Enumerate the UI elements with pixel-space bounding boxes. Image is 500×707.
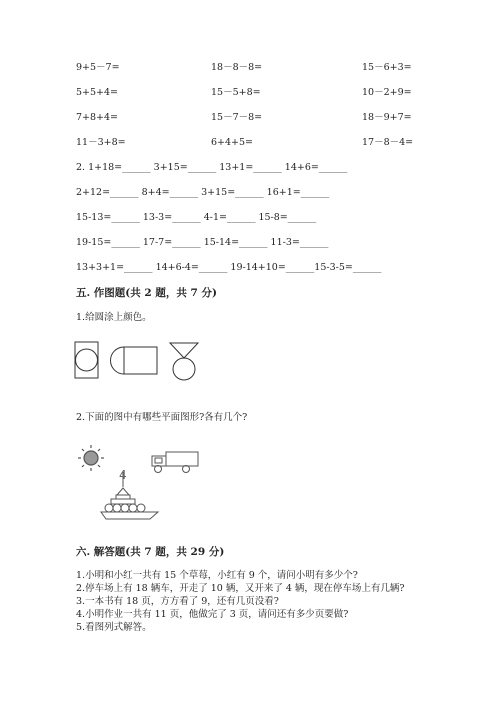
- section6-q5: 5.看图列式解答。: [76, 622, 152, 633]
- section5-q1: 1.给圆涂上颜色。: [76, 312, 152, 323]
- section6-heading: 六. 解答题(共 7 题，共 29 分): [76, 546, 225, 558]
- arith-r2-c1: 15－7－8=: [211, 112, 263, 123]
- circle-medal: [173, 358, 195, 380]
- truck-wheel-front: [155, 466, 162, 473]
- section6-q2: 2.停车场上有 18 辆车，开走了 10 辆，又开来了 4 辆，现在停车场上有几辆?: [76, 583, 405, 594]
- flag-digit: 4: [119, 468, 127, 482]
- truck-wheel-rear: [183, 466, 190, 473]
- tower-rect-1: [116, 495, 130, 499]
- shapes-figure-2: [70, 442, 210, 524]
- section5-heading: 五. 作图题(共 2 题，共 7 分): [76, 287, 217, 299]
- blank-row-2: 15-13=______ 13-3=______ 4-1=______ 15-8=______: [76, 212, 317, 223]
- arith-r3-c2: 17－8－4=: [362, 137, 414, 148]
- section6-q1: 1.小明和小红一共有 15 个草莓，小红有 9 个，请问小明有多少个?: [76, 570, 358, 581]
- arith-r1-c0: 5+5+4=: [76, 87, 119, 98]
- blank-row-3: 19-15=______ 17-7=______ 15-14=______ 11-3=______: [76, 237, 329, 248]
- section5-q2: 2.下面的图中有哪些平面图形?各有几个?: [76, 412, 248, 423]
- triangle-shape: [170, 343, 198, 358]
- truck-window: [155, 458, 162, 463]
- blank-row-4: 13+3+1=______ 14+6-4=______ 19-14+10=______15-3-5=______: [76, 262, 382, 273]
- sun-shape: [84, 451, 98, 465]
- arith-r2-c0: 7+8+4=: [76, 112, 119, 123]
- arith-r2-c2: 18－9+7=: [362, 112, 412, 123]
- arith-r1-c2: 10－2+9=: [362, 87, 412, 98]
- arith-r3-c0: 11－3+8=: [76, 137, 126, 148]
- semicircle-shape: [111, 347, 125, 374]
- section6-q4: 4.小明作业一共有 11 页，他做完了 3 页，请问还有多少页要做?: [76, 609, 349, 620]
- arith-r0-c0: 9+5－7=: [76, 62, 120, 73]
- square-shape: [75, 342, 98, 378]
- blank-row-1: 2+12=______ 8+4=______ 3+15=______ 16+1=______: [76, 187, 330, 198]
- arith-r0-c1: 18－8－8=: [211, 62, 263, 73]
- rectangle-shape: [124, 347, 157, 374]
- section6-q3: 3.一本书有 18 页，方方看了 9，还有几页没看?: [76, 596, 279, 607]
- arith-r0-c2: 15－6+3=: [362, 62, 412, 73]
- blank-row-0: 2. 1+18=______ 3+15=______ 13+1=______ 14+6=______: [76, 162, 348, 173]
- circle-in-square: [76, 349, 98, 371]
- boat-trapezoid: [101, 512, 158, 519]
- arith-r3-c1: 6+4+5=: [211, 137, 254, 148]
- arith-r1-c1: 15－5+8=: [211, 87, 261, 98]
- truck-cargo: [166, 452, 198, 466]
- tower-rect-2: [111, 499, 135, 504]
- tower-triangle: [117, 488, 129, 495]
- shapes-figure-1: [72, 338, 222, 388]
